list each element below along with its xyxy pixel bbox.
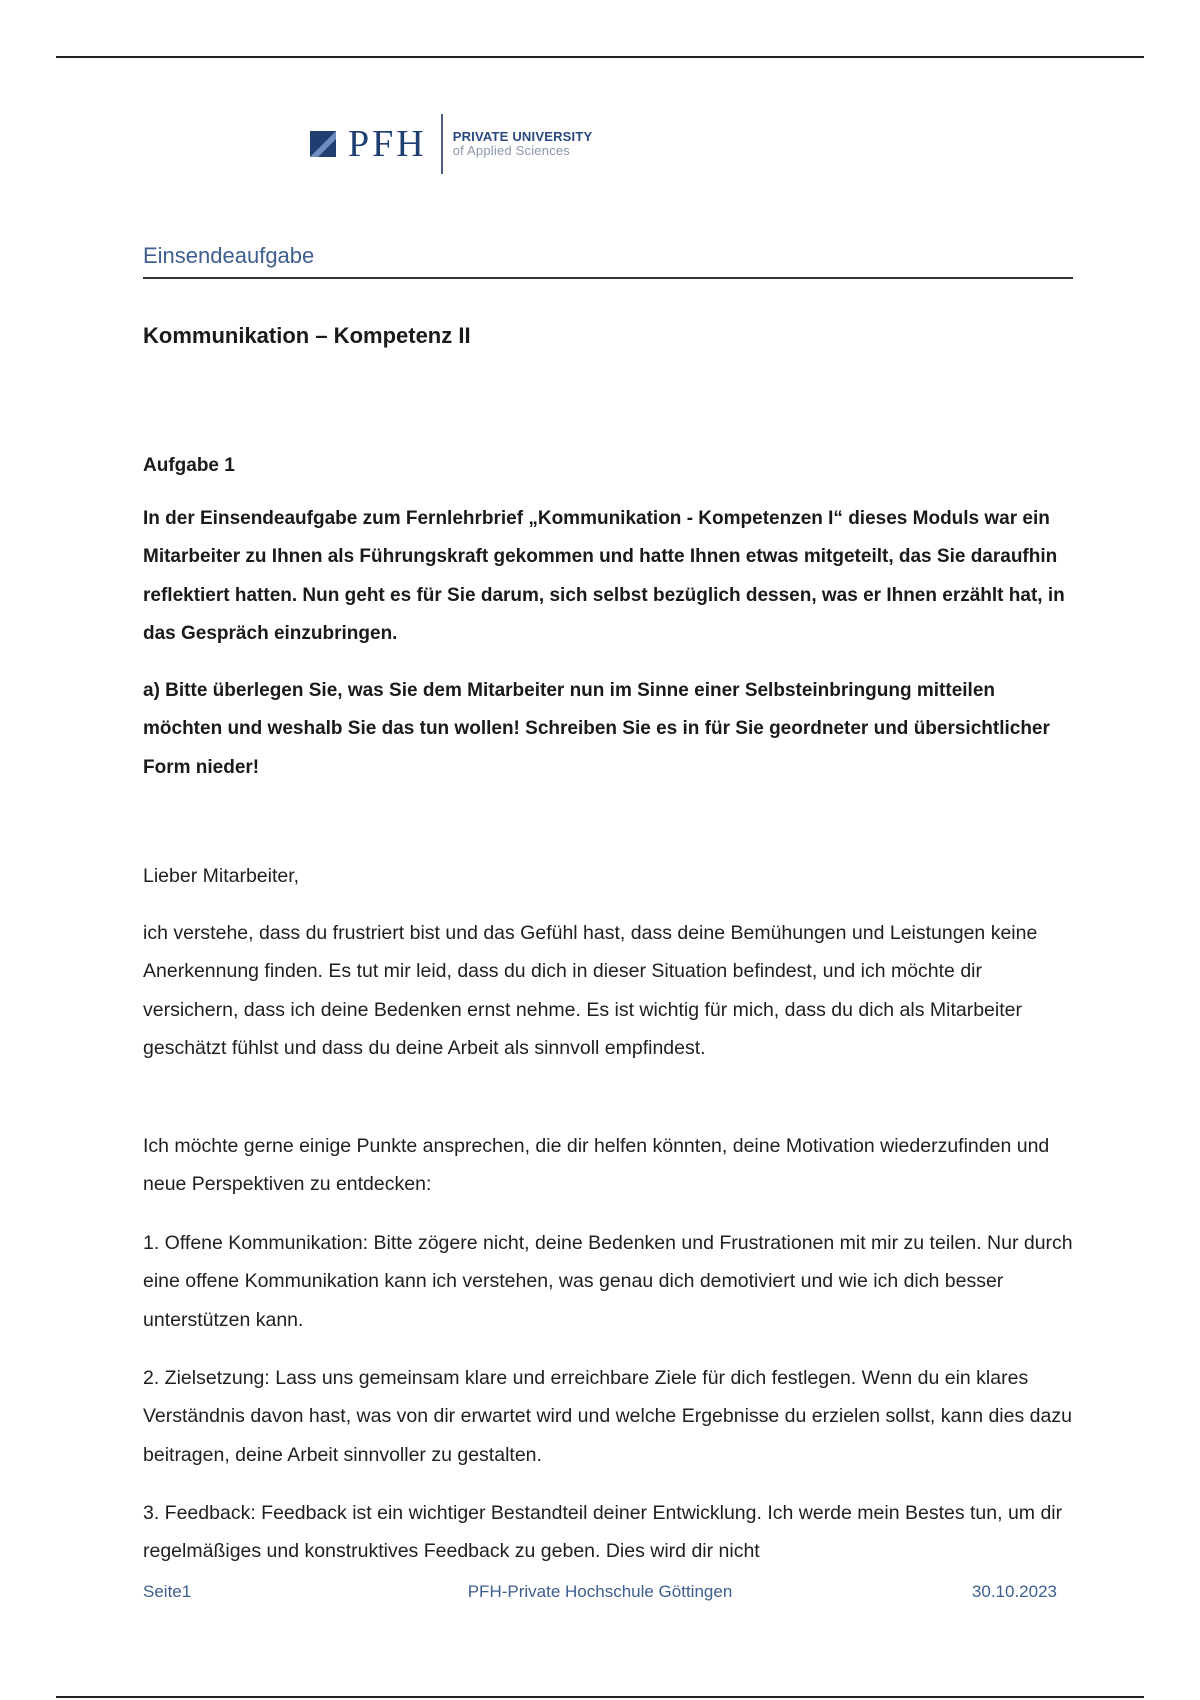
letter-salutation: Lieber Mitarbeiter, (143, 865, 300, 887)
footer-institution: PFH-Private Hochschule Göttingen (467, 1582, 733, 1601)
pfh-logo (310, 112, 592, 176)
logo-letters: PFH (348, 123, 427, 165)
logo-subtitle (453, 130, 593, 157)
logo-divider (441, 114, 443, 174)
letter-paragraph-2: Ich möchte gerne einige Punkte ansprechen, die dir helfen könnten, deine Motivation wiederzufinden und neue Perspektiven zu entdecken: (143, 1135, 1050, 1196)
document-type-rule (143, 277, 1073, 279)
logo-subtitle-line1: PRIVATE UNIVERSITY (452, 129, 593, 145)
task-intro: In der Einsendeaufgabe zum Fernlehrbrief „Kommunikation - Kompetenzen I“ dieses Moduls war ein Mitarbeiter zu Ihnen als Führungskraft gekommen und hatte Ihnen etwas mitgeteilt, das Sie daraufhin reflektiert hatten. Nun geht es für Sie darum, sich selbst bezüglich dessen, was er Ihnen erzählt hat, in das Gespräch einzubringen. (143, 508, 1065, 644)
footer-date: 30.10.2023 (971, 1582, 1057, 1601)
pfh-logo-mark-icon (310, 131, 336, 157)
page-title: Kommunikation – Kompetenz II (143, 323, 471, 348)
logo-subtitle-line2: of Applied Sciences (452, 143, 570, 158)
document-type-heading: Einsendeaufgabe (143, 243, 315, 268)
letter-paragraph-5: 3. Feedback: Feedback ist ein wichtiger Bestandteil deiner Entwicklung. Ich werde mein Bestes tun, um dir regelmäßiges und konstruktives Feedback zu geben. Dies wird dir nicht (143, 1502, 1063, 1563)
page-bottom-rule (56, 1696, 1144, 1698)
letter-paragraph-3: 1. Offene Kommunikation: Bitte zögere nicht, deine Bedenken und Frustrationen mit mir zu teilen. Nur durch eine offene Kommunikation kann ich verstehen, was genau dich demotiviert und wie ich dich besser unterstützen kann. (143, 1232, 1073, 1331)
letter-paragraph-1: ich verstehe, dass du frustriert bist und das Gefühl hast, dass deine Bemühungen und Leistungen keine Anerkennung finden. Es tut mir leid, dass du dich in dieser Situation befindest, und ich möchte dir versichern, dass ich deine Bedenken ernst nehme. Es ist wichtig für mich, dass du dich als Mitarbeiter geschätzt fühlst und dass du deine Arbeit als sinnvoll empfindest. (143, 922, 1038, 1059)
footer-page-number: Seite1 (143, 1582, 192, 1601)
task-heading: Aufgabe 1 (143, 455, 235, 476)
task-question-a: a) Bitte überlegen Sie, was Sie dem Mitarbeiter nun im Sinne einer Selbsteinbringung mitteilen möchten und weshalb Sie das tun wollen! Schreiben Sie es in für Sie geordneter und übersichtlicher Form nieder! (143, 680, 1050, 778)
page-top-rule (56, 56, 1144, 58)
letter-paragraph-4: 2. Zielsetzung: Lass uns gemeinsam klare und erreichbare Ziele für dich festlegen. Wenn du ein klares Verständnis davon hast, was von dir erwartet wird und welche Ergebnisse du erzielen sollst, kann dies dazu beitragen, deine Arbeit sinnvoller zu gestalten. (143, 1367, 1072, 1466)
